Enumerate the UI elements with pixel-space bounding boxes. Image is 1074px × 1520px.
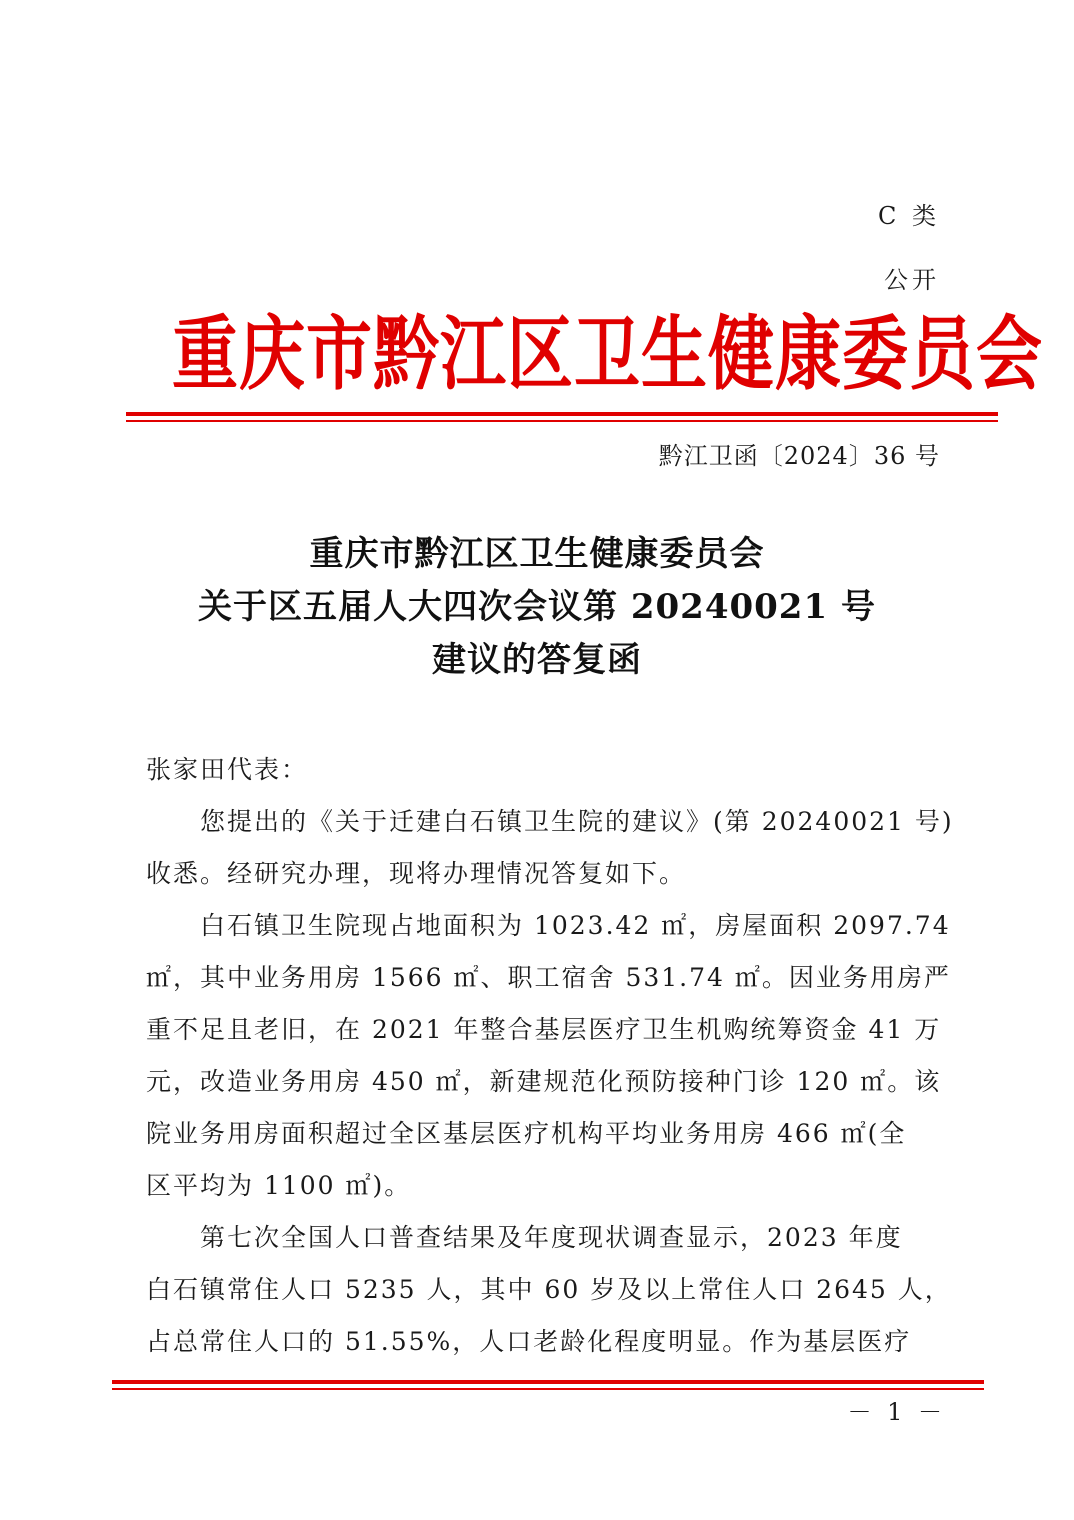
category-tag: C 类 [878, 202, 940, 230]
title-line-1: 重庆市黔江区卫生健康委员会 [309, 534, 765, 574]
footer-rule-thin [112, 1388, 984, 1390]
body-line: 白石镇常住人口 5235 人，其中 60 岁及以上常住人口 2645 人， [146, 1275, 952, 1304]
issuer-masthead: 重庆市黔江区卫生健康委员会 [172, 307, 1043, 402]
header-rule-thin [126, 420, 998, 422]
footer-rule-thick [112, 1380, 984, 1384]
body-line: ㎡，其中业务用房 1566 ㎡、职工宿舍 531.74 ㎡。因业务用房严 [146, 963, 951, 992]
page-number: － 1 － [847, 1398, 946, 1426]
header-rule-thick [126, 412, 998, 416]
body-line: 您提出的《关于迁建白石镇卫生院的建议》(第 20240021 号) [146, 807, 954, 836]
body-line: 张家田代表： [146, 755, 309, 784]
title-line-3: 建议的答复函 [432, 640, 642, 680]
body-line: 区平均为 1100 ㎡)。 [146, 1171, 412, 1200]
body-line: 占总常住人口的 51.55%，人口老龄化程度明显。作为基层医疗 [146, 1327, 912, 1356]
title-line-2: 关于区五届人大四次会议第 20240021 号 [198, 587, 876, 627]
body-line: 白石镇卫生院现占地面积为 1023.42 ㎡，房屋面积 2097.74 [146, 911, 951, 940]
body-line: 收悉。经研究办理，现将办理情况答复如下。 [146, 859, 687, 888]
document-number: 黔江卫函〔2024〕36 号 [658, 442, 940, 470]
body-line: 元，改造业务用房 450 ㎡，新建规范化预防接种门诊 120 ㎡。该 [146, 1067, 942, 1096]
body-line: 第七次全国人口普查结果及年度现状调查显示，2023 年度 [146, 1223, 903, 1252]
disclosure-tag: 公开 [884, 266, 940, 294]
body-line: 重不足且老旧，在 2021 年整合基层医疗卫生机购统筹资金 41 万 [146, 1015, 942, 1044]
body-line: 院业务用房面积超过全区基层医疗机构平均业务用房 466 ㎡(全 [146, 1119, 907, 1148]
